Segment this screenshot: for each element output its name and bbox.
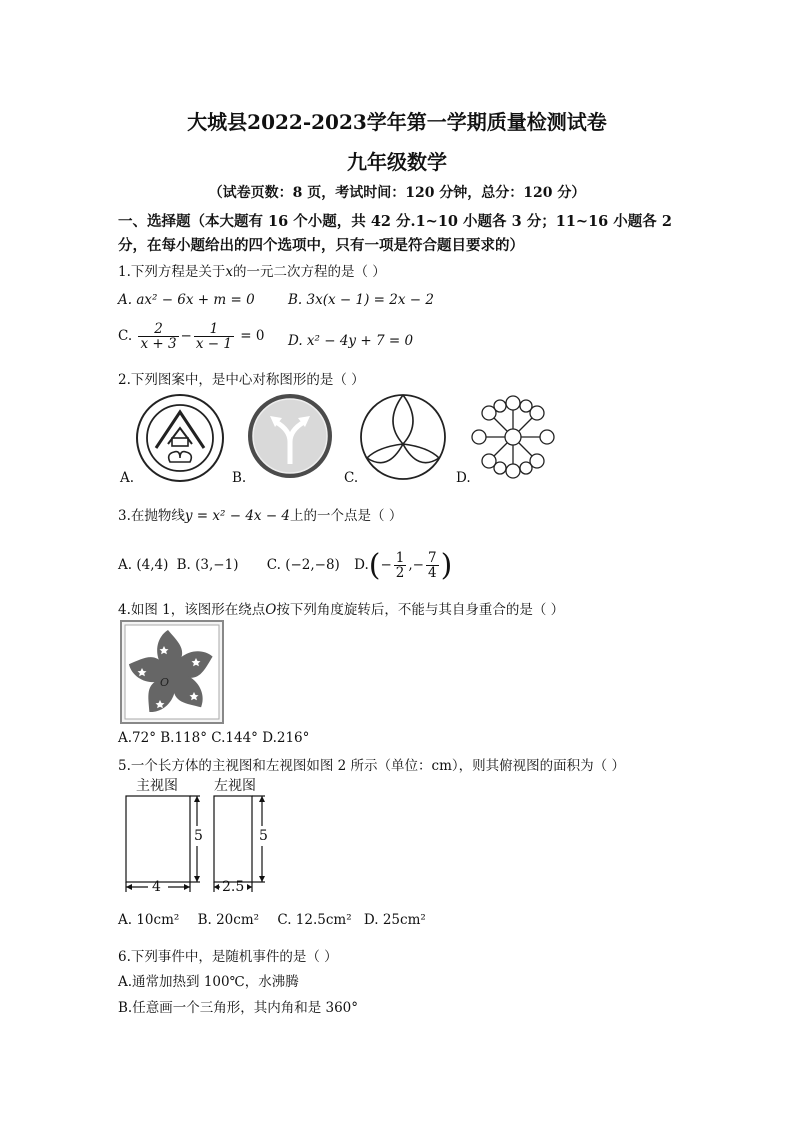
q3-option-d-label: D. — [354, 557, 369, 573]
q5-left-view-label: 左视图 — [214, 778, 256, 794]
q4-options: A.72° B.118° C.144° D.216° — [118, 730, 310, 746]
q4-figure-point-o: O — [160, 676, 170, 689]
q2-stem: 2.下列图案中，是中心对称图形的是（ ） — [118, 372, 365, 388]
q6-option-a: A.通常加热到 100℃，水沸腾 — [118, 974, 299, 990]
q4-figure-bauhinia — [120, 620, 224, 724]
exam-title: 大城县2022-2023学年第一学期质量检测试卷 — [187, 110, 607, 134]
q5-left-width: 2.5 — [222, 879, 245, 895]
q1-stem — [118, 260, 386, 280]
q5-front-height: 5 — [194, 828, 203, 844]
q1-option-d: D. x² − 4y + 7 = 0 — [288, 333, 414, 349]
q5-front-view-label: 主视图 — [136, 778, 178, 794]
q1-stem-var: x — [225, 264, 234, 280]
q5-left-height: 5 — [259, 828, 268, 844]
q1-option-a: A. ax² − 6x + m = 0 — [118, 292, 255, 308]
q3-stem — [118, 504, 402, 524]
q3-option-a: A. (4,4) — [118, 557, 169, 573]
q5-figure-views — [120, 774, 280, 898]
q1-option-c-end: = 0 — [240, 328, 265, 345]
q3-option-d-frac1: $\frac{1}{2}$ — [395, 549, 405, 581]
q1-option-c-frac2: $\frac{1}{x - 1}$ — [195, 321, 232, 353]
q5-option-b: B. 20cm² — [197, 912, 260, 928]
q3-stem-eq: y = x² − 4x − 4 — [184, 508, 291, 524]
q5-front-width: 4 — [152, 879, 161, 895]
q2-label-d: D. — [456, 470, 471, 486]
q1-option-c-label: C. — [118, 328, 133, 345]
section-heading-line1: 一、选择题（本大题有 16 个小题，共 42 分.1~10 小题各 3 分；11~16 小题各 2 — [118, 213, 672, 230]
q6-stem: 6.下列事件中，是随机事件的是（ ） — [118, 949, 338, 965]
q2-figure-b — [246, 392, 334, 480]
q5-option-d: D. 25cm² — [363, 912, 426, 928]
exam-info: （试卷页数：8 页，考试时间：120 分钟，总分：120 分） — [208, 185, 586, 201]
q2-figure-a — [134, 392, 226, 484]
q3-option-b: B. (3,−1) — [176, 557, 239, 573]
q2-figure-d — [470, 394, 556, 480]
q4-stem — [118, 598, 564, 618]
q2-figure-c — [358, 392, 448, 482]
q3-stem-a: 3.在抛物线 — [118, 508, 185, 524]
q4-stem-a: 4.如图 1，该图形在绕点 — [118, 602, 266, 618]
q1-option-b: B. 3x(x − 1) = 2x − 2 — [288, 292, 434, 308]
q3-options: A. (4,4) B. (3,−1) C. (−2,−8) D.(− $\frac{1}{2}$ ,− $\frac{7}{4}$ ) — [118, 548, 453, 583]
q1-option-c-minus: − — [180, 328, 192, 345]
q2-label-b: B. — [232, 470, 247, 486]
q1-option-c-frac1: $\frac{2}{x + 3}$ — [140, 321, 177, 353]
q3-stem-b: 上的一个点是（ ） — [290, 508, 403, 524]
q3-option-d-frac2: $\frac{7}{4}$ — [428, 549, 437, 581]
exam-subtitle: 九年级数学 — [347, 150, 447, 174]
q2-label-a: A. — [120, 470, 135, 486]
q5-option-a: A. 10cm² — [118, 912, 180, 928]
q4-stem-b: 按下列角度旋转后，不能与其自身重合的是（ ） — [276, 602, 565, 618]
section-heading-line2: 分，在每小题给出的四个选项中，只有一项是符合题目要求的） — [118, 237, 524, 254]
q1-option-c — [118, 322, 264, 351]
q3-option-c: C. (−2,−8) — [266, 557, 340, 573]
q6-option-b: B.任意画一个三角形，其内角和是 360° — [118, 1000, 359, 1016]
q5-option-c: C. 12.5cm² — [277, 912, 352, 928]
q5-options — [118, 912, 426, 928]
q1-stem-a: 1.下列方程是关于 — [118, 264, 226, 280]
q1-stem-b: 的一元二次方程的是（ ） — [233, 264, 386, 280]
q5-stem: 5.一个长方体的主视图和左视图如图 2 所示（单位：cm），则其俯视图的面积为（ ） — [118, 758, 625, 774]
q4-stem-var: O — [265, 602, 277, 618]
q2-label-c: C. — [344, 470, 359, 486]
